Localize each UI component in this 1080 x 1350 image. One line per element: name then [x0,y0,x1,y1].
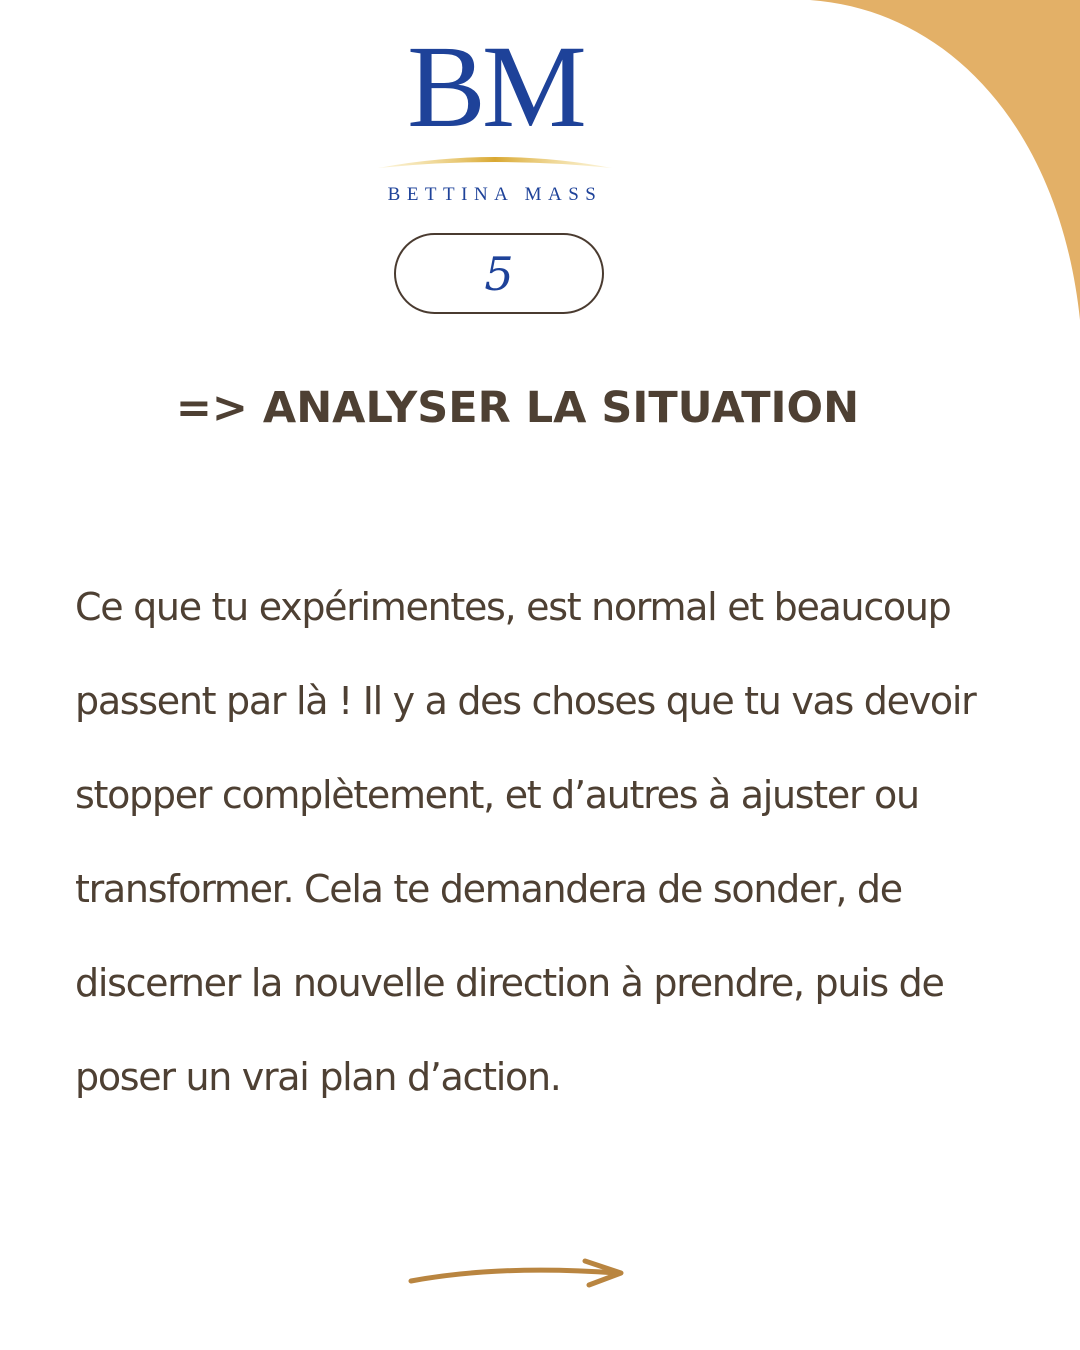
body-line: poser un vrai plan d’action. [75,1055,561,1099]
corner-decoration [620,0,1080,330]
body-line: stopper complètement, et d’autres à ajuster ou [75,773,919,817]
logo-letters: BM [407,21,583,152]
logo-swoosh [374,148,616,176]
logo [370,21,620,205]
section-heading: => ANALYSER LA SITUATION [175,383,860,433]
body-line: Ce que tu expérimentes, est normal et beaucoup [75,585,951,629]
body-line: passent par là ! Il y a des choses que tu vas devoir [75,679,976,723]
right-arrow-icon[interactable] [405,1255,630,1291]
body-line: discerner la nouvelle direction à prendre, puis de [75,961,944,1005]
step-badge [394,233,604,314]
step-number: 5 [484,246,514,301]
body-paragraph [75,560,1005,1124]
body-line: transformer. Cela te demandera de sonder, de [75,867,902,911]
logo-name: BETTINA MASS [387,184,603,205]
